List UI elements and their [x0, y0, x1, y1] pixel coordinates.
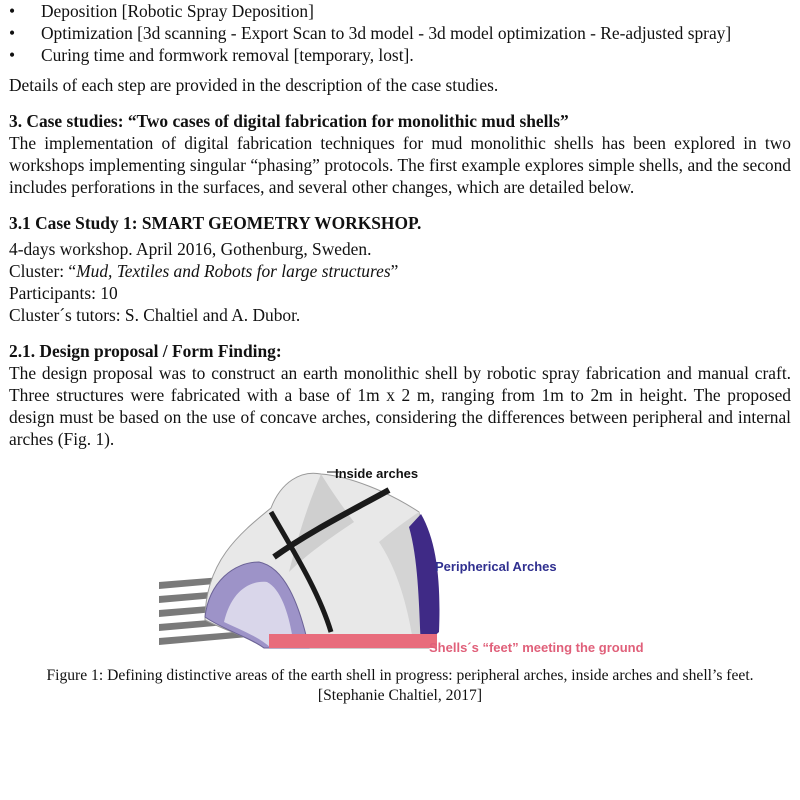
- section-3-heading: 3. Case studies: “Two cases of digital fabrication for monolithic mud shells”: [9, 111, 569, 131]
- bullet-icon: •: [9, 23, 16, 43]
- step-list: [9, 0, 791, 66]
- list-item-text: Optimization [3d scanning - Export Scan to 3d model - 3d model optimization - Re-adjusted spray]: [41, 23, 732, 43]
- cluster-line: [9, 260, 791, 282]
- cluster-title: Mud, Textiles and Robots for large structures: [76, 261, 391, 281]
- inside-arches-label: Inside arches: [335, 466, 419, 481]
- list-item: [9, 22, 791, 44]
- workshop-line: 4-days workshop. April 2016, Gothenburg, Sweden.: [9, 239, 372, 259]
- figure-1: [9, 462, 791, 662]
- section-3-body: The implementation of digital fabrication techniques for mud monolithic shells has been explored in two workshops implementing singular “phasing” protocols. The first example explores simple shells, and the second includes perforations in the surfaces, and several other changes, which are detailed below.: [9, 133, 791, 197]
- cluster-prefix: Cluster: “: [9, 261, 77, 281]
- bullet-icon: •: [9, 1, 16, 21]
- shell-illustration: [9, 462, 791, 662]
- document-page: [9, 0, 791, 706]
- list-item: [9, 44, 791, 66]
- participants-line: Participants: 10: [9, 283, 118, 303]
- figure-caption: Figure 1: Defining distinctive areas of the earth shell in progress: peripheral arches, inside arches and shell’s feet. [Stephanie Chaltiel, 2017]: [46, 667, 754, 704]
- cluster-suffix: ”: [390, 261, 399, 281]
- list-item: [9, 0, 791, 22]
- peripheral-arches-label: Peripherical Arches: [435, 559, 557, 574]
- details-paragraph: Details of each step are provided in the description of the case studies.: [9, 75, 499, 95]
- bullet-icon: •: [9, 45, 16, 65]
- section-2-1-body: The design proposal was to construct an earth monolithic shell by robotic spray fabrication and manual craft. Three structures were fabricated with a base of 1m x 2 m, ranging from 1m to 2m in height. The proposed design must be based on the use of concave arches, considering the differences between peripheral and internal arches (Fig. 1).: [9, 363, 791, 449]
- section-2-1-heading: 2.1. Design proposal / Form Finding:: [9, 341, 282, 361]
- feet-label: Shells´s “feet” meeting the ground: [429, 640, 644, 655]
- tutors-line: Cluster´s tutors: S. Chaltiel and A. Dubor.: [9, 305, 301, 325]
- section-3-1-heading: 3.1 Case Study 1: SMART GEOMETRY WORKSHOP.: [9, 213, 422, 233]
- shell-feet-region: [269, 634, 437, 648]
- list-item-text: Deposition [Robotic Spray Deposition]: [41, 1, 314, 21]
- list-item-text: Curing time and formwork removal [temporary, lost].: [41, 45, 414, 65]
